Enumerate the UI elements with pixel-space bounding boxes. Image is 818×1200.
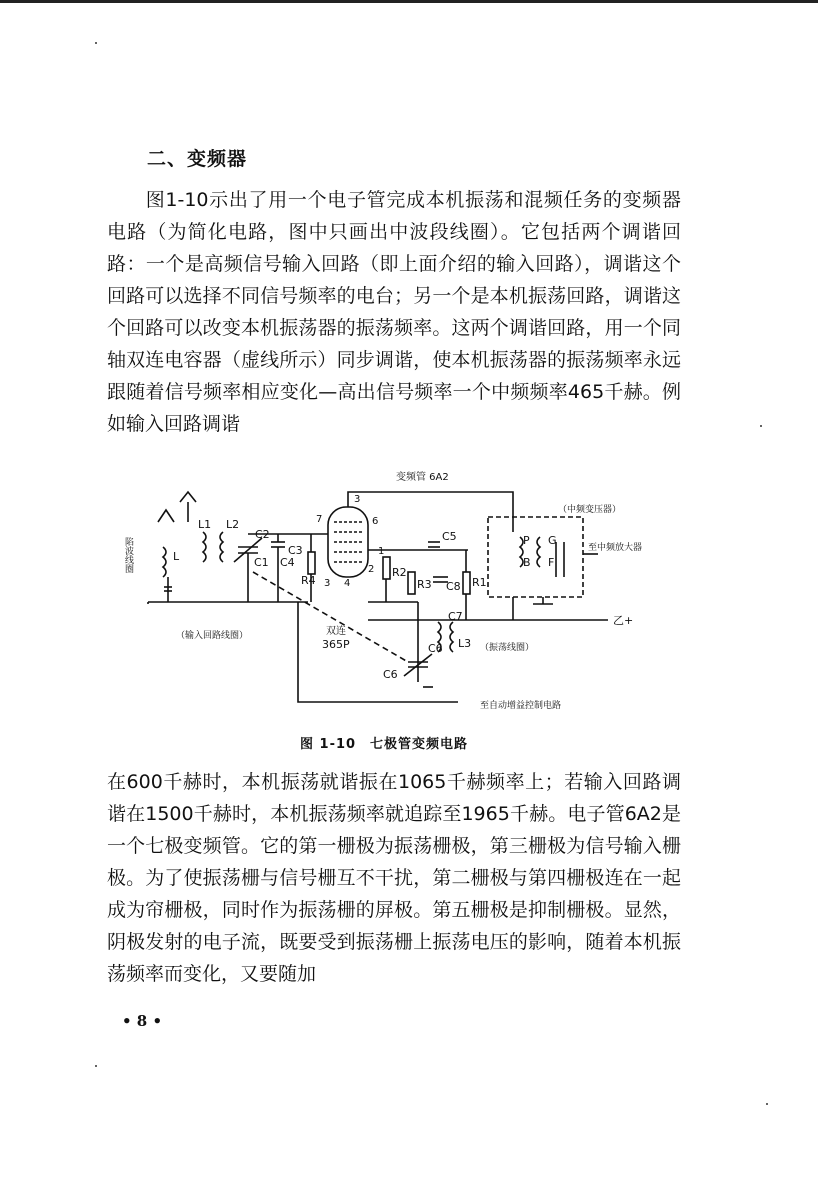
label-C3: C3 [288, 544, 303, 557]
speck [760, 425, 762, 427]
label-R3: R3 [417, 578, 432, 591]
label-C6: C6 [428, 642, 443, 655]
label-C8: C8 [446, 580, 461, 593]
label-B: B [523, 556, 531, 569]
pin-1: 1 [378, 546, 385, 557]
label-C5: C5 [442, 530, 457, 543]
label-L1: L1 [198, 518, 212, 531]
section-heading: 二、变频器 [147, 148, 248, 170]
if-transformer-box [488, 517, 583, 597]
label-L2: L2 [226, 518, 240, 531]
dual-cap-label: 双连 [326, 626, 346, 637]
label-R4: R4 [301, 574, 316, 587]
pin-3: 3 [324, 578, 331, 589]
label-L3: L3 [458, 637, 472, 650]
circuit-diagram [123, 462, 643, 722]
dual-cap-value: 365P [322, 638, 350, 651]
page-top-rule [0, 0, 818, 3]
figure-caption: 图 1-10 七极管变频电路 [300, 737, 469, 752]
paragraph-2: 在600千赫时，本机振荡就谐振在1065千赫频率上；若输入回路调谐在1500千赫时，本机振荡频率就追踪至1965千赫。电子管6A2是一个七极变频管。它的第一栅极为振荡栅极，第三栅极为信号输入栅极。为了使振荡栅与信号栅互不干扰，第二栅极与第四栅极连在一起成为帘栅极，同时作为振荡栅的屏极。第五栅极是抑制栅极。显然，阴极发射的电子流，既要受到振荡栅上振荡电压的影响，随着本机振荡频率而变化，又要随加 [107, 771, 681, 985]
b-plus-label: 乙+ [613, 614, 634, 627]
input-coil-label: （输入回路线圈） [176, 631, 249, 641]
trap-coil-label: 陷波线圈 [123, 537, 133, 573]
next-stage-label: 至中频放大器 [588, 543, 643, 553]
agc-label: 至自动增益控制电路 [480, 701, 562, 711]
pin-6: 6 [372, 516, 379, 527]
page-number: • 8 • [122, 1012, 163, 1030]
speck [95, 1065, 97, 1067]
pin-2: 2 [368, 564, 375, 575]
paragraph-1-text: 图1-10示出了用一个电子管完成本机振荡和混频任务的变频器电路（为简化电路，图中只画出中波段线圈）。它包括两个调谐回路：一个是高频信号输入回路（即上面介绍的输入回路），调谐这个回路可以选择不同信号频率的电台；另一个是本机振荡回路，调谐这个回路可以改变本机振荡器的振荡频率。这两个调谐回路，用一个同轴双连电容器（虚线所示）同步调谐，使本机振荡器的振荡频率永远跟随着信号频率相应变化—高出信号频率一个中频频率465千赫。例如输入回路调谐 [107, 189, 681, 435]
label-G: G [548, 534, 557, 547]
osc-coil-label: （振荡线圈） [480, 643, 535, 653]
label-C2: C2 [255, 528, 270, 541]
pin-3-top: 3 [354, 494, 361, 505]
tube-label: 变频管 6A2 [396, 472, 449, 483]
label-L: L [173, 550, 180, 563]
label-C7: C7 [448, 610, 463, 623]
label-R2: R2 [392, 566, 407, 579]
label-C4: C4 [280, 556, 295, 569]
speck [95, 42, 97, 44]
label-R1: R1 [472, 576, 487, 589]
pin-4: 4 [344, 578, 351, 589]
label-C6b: C6 [383, 668, 398, 681]
speck [766, 1103, 768, 1105]
if-transformer-label: （中频变压器） [558, 505, 622, 515]
paragraph-1 [107, 184, 681, 440]
label-P: P [523, 534, 530, 547]
label-C1: C1 [254, 556, 269, 569]
pin-7: 7 [316, 514, 323, 525]
label-F: F [548, 556, 555, 569]
